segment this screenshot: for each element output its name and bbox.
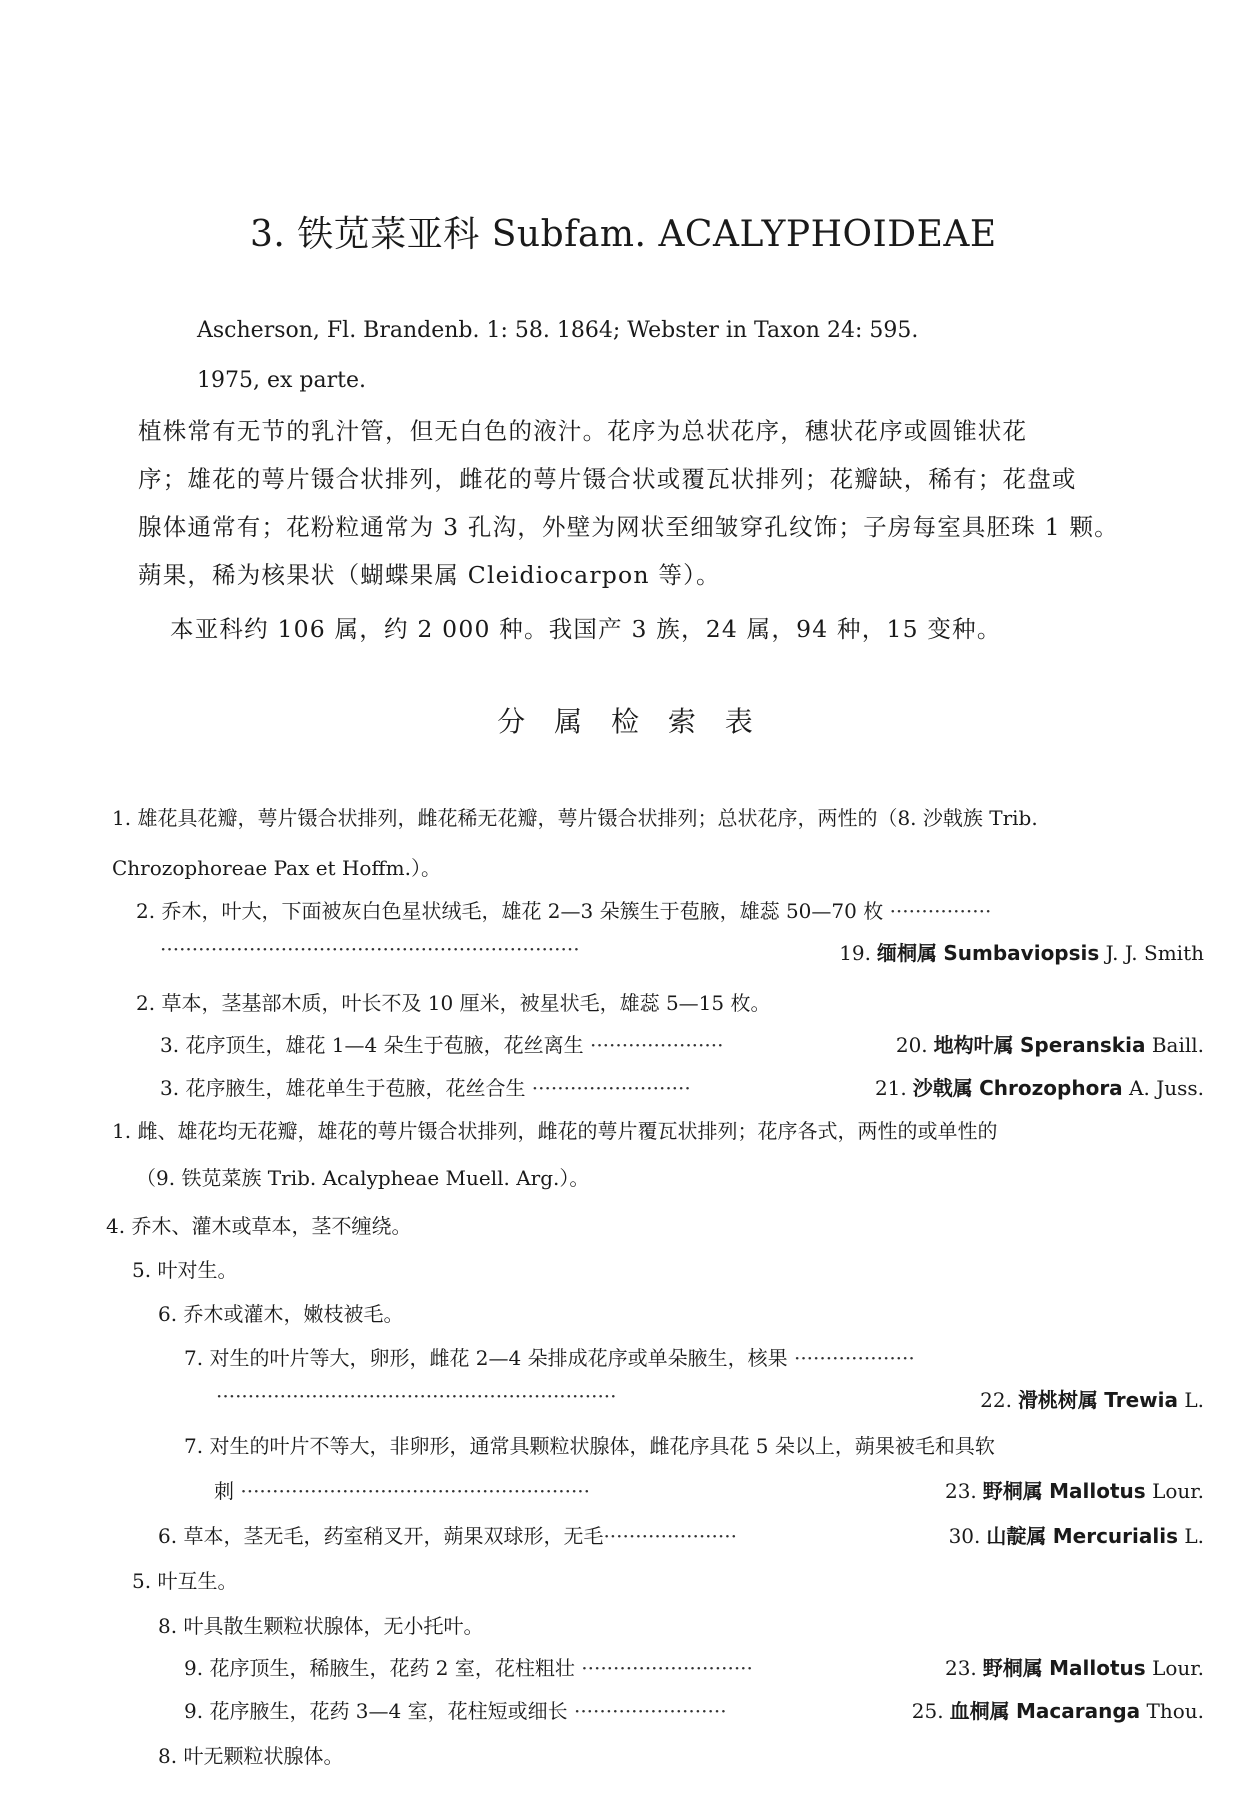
genus-cn-name: 地构叶属 bbox=[933, 1033, 1014, 1057]
key-entry-3b bbox=[160, 1072, 691, 1101]
description-summary: 本亚科约 106 属，约 2 000 种。我国产 3 族，24 属，94 种，15 变种。 bbox=[170, 615, 1002, 643]
genus-author: Lour. bbox=[1152, 1656, 1204, 1680]
genus-result-mallotus-2 bbox=[945, 1652, 1204, 1681]
leader-dots: ························ bbox=[567, 1699, 727, 1723]
genus-number: 25. bbox=[911, 1699, 944, 1723]
genus-number: 23. bbox=[944, 1479, 977, 1503]
key-entry-8a: 8. 叶具散生颗粒状腺体，无小托叶。 bbox=[158, 1614, 484, 1638]
genus-result-sumbaviopsis bbox=[839, 937, 1204, 966]
key-entry-text: 9. 花序顶生，稀腋生，花药 2 室，花柱粗壮 bbox=[184, 1656, 575, 1680]
genus-result-speranskia bbox=[896, 1029, 1204, 1058]
key-title: 分 属 检 索 表 bbox=[497, 705, 763, 738]
genus-number: 19. bbox=[839, 941, 872, 965]
description-line: 腺体通常有；花粉粒通常为 3 孔沟，外壁为网状至细皱穿孔纹饰；子房每室具胚珠 1 颗。 bbox=[138, 513, 1119, 541]
key-entry-text: 刺 bbox=[214, 1479, 234, 1503]
key-entry-2a-result bbox=[160, 937, 580, 961]
description-line: 序；雄花的萼片镊合状排列，雌花的萼片镊合状或覆瓦状排列；花瓣缺，稀有；花盘或 bbox=[138, 465, 1077, 493]
leader-dots: ······················································· bbox=[234, 1479, 591, 1503]
key-entry-text: 9. 花序腋生，花药 3—4 室，花柱短或细长 bbox=[184, 1699, 568, 1723]
genus-author: Baill. bbox=[1151, 1033, 1204, 1057]
genus-author: L. bbox=[1184, 1524, 1204, 1548]
key-entry-1a: 1. 雄花具花瓣，萼片镊合状排列，雌花稀无花瓣，萼片镊合状排列；总状花序，两性的（8. 沙戟族 Trib. bbox=[112, 806, 1038, 830]
genus-latin-name: Mallotus bbox=[1049, 1479, 1146, 1503]
key-entry-6b bbox=[158, 1520, 737, 1549]
description-line: 蒴果，稀为核果状（蝴蝶果属 Cleidiocarpon 等）。 bbox=[138, 561, 721, 589]
genus-author: J. J. Smith bbox=[1105, 941, 1204, 965]
citation-line-2: 1975, ex parte. bbox=[197, 368, 366, 393]
key-entry-4a: 4. 乔木、灌木或草本，茎不缠绕。 bbox=[106, 1214, 412, 1238]
genus-cn-name: 野桐属 bbox=[982, 1479, 1043, 1503]
genus-result-chrozophora bbox=[875, 1072, 1204, 1101]
genus-number: 23. bbox=[944, 1656, 977, 1680]
genus-author: Thou. bbox=[1146, 1699, 1204, 1723]
genus-latin-name: Mercurialis bbox=[1052, 1524, 1178, 1548]
key-entry-text: 7. 对生的叶片等大，卵形，雌花 2—4 朵排成花序或单朵腋生，核果 bbox=[184, 1346, 788, 1370]
leader-dots: ························· bbox=[525, 1076, 691, 1100]
key-entry-text: 6. 草本，茎无毛，药室稍叉开，蒴果双球形，无毛 bbox=[158, 1524, 604, 1548]
leader-dots: ······························································· bbox=[216, 1384, 617, 1408]
leader-dots: ················ bbox=[883, 899, 992, 923]
genus-result-mallotus bbox=[945, 1475, 1204, 1504]
key-entry-1b: 1. 雌、雄花均无花瓣，雄花的萼片镊合状排列，雌花的萼片覆瓦状排列；花序各式，两性的或单性的 bbox=[112, 1119, 998, 1143]
leader-dots: ····················· bbox=[603, 1524, 737, 1548]
page-title: 3. 铁苋菜亚科 Subfam. ACALYPHOIDEAE bbox=[250, 214, 997, 255]
genus-number: 30. bbox=[948, 1524, 981, 1548]
key-entry-7b-cont bbox=[214, 1475, 590, 1504]
key-entry-8b: 8. 叶无颗粒状腺体。 bbox=[158, 1744, 344, 1768]
genus-result-mercurialis bbox=[949, 1520, 1204, 1549]
leader-dots: ··················· bbox=[787, 1346, 915, 1370]
genus-cn-name: 滑桃树属 bbox=[1017, 1388, 1098, 1412]
genus-latin-name: Chrozophora bbox=[979, 1076, 1123, 1100]
leader-dots: ·································································· bbox=[160, 937, 580, 961]
key-entry-text: 3. 花序腋生，雄花单生于苞腋，花丝合生 bbox=[160, 1076, 526, 1100]
genus-author: L. bbox=[1184, 1388, 1204, 1412]
genus-result-trewia bbox=[980, 1384, 1204, 1413]
key-entry-5b: 5. 叶互生。 bbox=[132, 1569, 238, 1593]
key-entry-3a bbox=[160, 1029, 723, 1058]
key-entry-text: 2. 乔木，叶大，下面被灰白色星状绒毛，雄花 2—3 朵簇生于苞腋，雄蕊 50—70 枚 bbox=[136, 899, 884, 923]
genus-number: 21. bbox=[874, 1076, 907, 1100]
genus-author: Lour. bbox=[1152, 1479, 1204, 1503]
genus-cn-name: 沙戟属 bbox=[912, 1076, 973, 1100]
genus-cn-name: 血桐属 bbox=[949, 1699, 1010, 1723]
genus-result-macaranga bbox=[912, 1695, 1204, 1724]
genus-author: A. Juss. bbox=[1129, 1076, 1204, 1100]
key-entry-1a-cont: Chrozophoreae Pax et Hoffm.）。 bbox=[112, 856, 441, 880]
key-entry-7a-dots bbox=[216, 1384, 617, 1408]
key-entry-5a: 5. 叶对生。 bbox=[132, 1258, 238, 1282]
key-entry-2b: 2. 草本，茎基部木质，叶长不及 10 厘米，被星状毛，雄蕊 5—15 枚。 bbox=[136, 991, 771, 1015]
genus-number: 20. bbox=[895, 1033, 928, 1057]
genus-number: 22. bbox=[980, 1388, 1012, 1412]
key-entry-9a bbox=[184, 1652, 753, 1681]
key-entry-1b-cont: （9. 铁苋菜族 Trib. Acalypheae Muell. Arg.）。 bbox=[136, 1166, 590, 1190]
genus-latin-name: Sumbaviopsis bbox=[943, 941, 1100, 965]
key-entry-7b: 7. 对生的叶片不等大，非卵形，通常具颗粒状腺体，雌花序具花 5 朵以上，蒴果被毛和具软 bbox=[184, 1434, 995, 1458]
leader-dots: ····················· bbox=[583, 1033, 724, 1057]
genus-latin-name: Macaranga bbox=[1015, 1699, 1141, 1723]
key-entry-9b bbox=[184, 1695, 727, 1724]
key-entry-6a: 6. 乔木或灌木，嫩枝被毛。 bbox=[158, 1302, 404, 1326]
genus-cn-name: 野桐属 bbox=[982, 1656, 1043, 1680]
leader-dots: ··························· bbox=[574, 1656, 753, 1680]
genus-latin-name: Mallotus bbox=[1049, 1656, 1146, 1680]
key-entry-7a bbox=[184, 1342, 915, 1371]
genus-latin-name: Speranskia bbox=[1020, 1033, 1146, 1057]
citation-line-1: Ascherson, Fl. Brandenb. 1: 58. 1864; Webster in Taxon 24: 595. bbox=[197, 318, 919, 343]
genus-latin-name: Trewia bbox=[1104, 1388, 1178, 1412]
genus-cn-name: 缅桐属 bbox=[877, 941, 938, 965]
genus-cn-name: 山靛属 bbox=[986, 1524, 1047, 1548]
key-entry-2a bbox=[136, 895, 991, 924]
key-entry-text: 3. 花序顶生，雄花 1—4 朵生于苞腋，花丝离生 bbox=[160, 1033, 584, 1057]
description-line: 植株常有无节的乳汁管，但无白色的液汁。花序为总状花序，穗状花序或圆锥状花 bbox=[138, 417, 1028, 445]
